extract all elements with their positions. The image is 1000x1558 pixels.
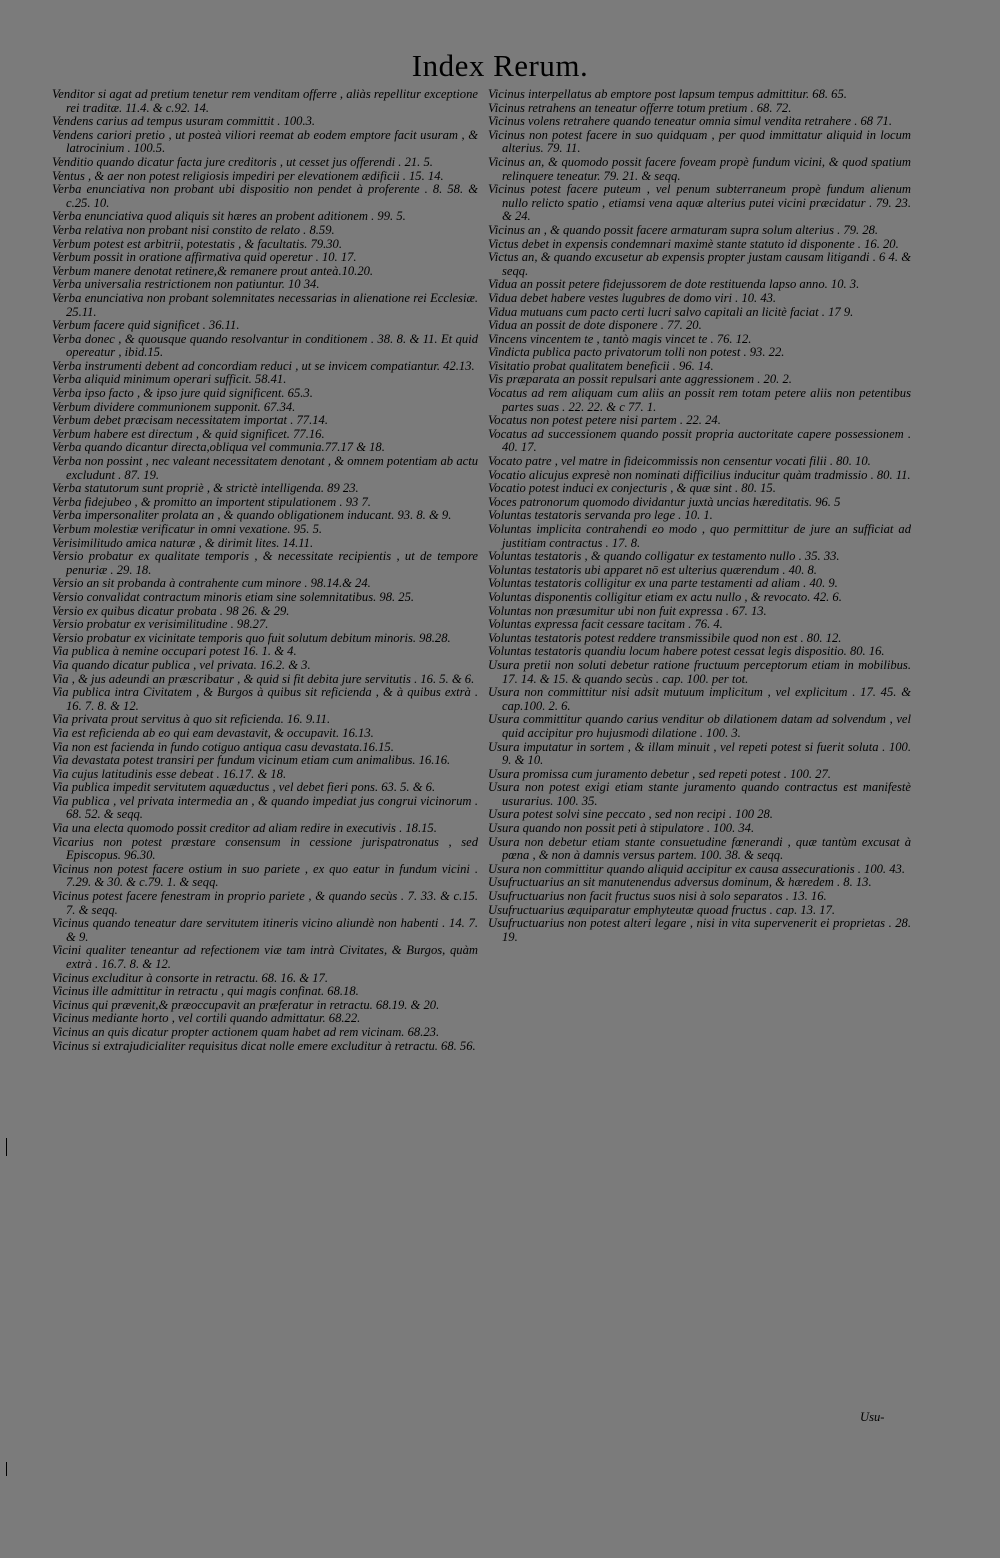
index-entry: Voluntas testatoris ubi apparet nō est ulterius quærendum . 40. 8.: [488, 562, 817, 577]
index-entry: Via quando dicatur publica , vel privata. 16.2. & 3.: [52, 657, 311, 672]
index-entry: Vidua an possit petere fidejussorem de dote restituenda lapso anno. 10. 3.: [488, 277, 860, 292]
index-entry: Verba relativa non probant nisi constito de relato . 8.59.: [52, 222, 335, 237]
index-entry: Venditor si agat ad pretium tenetur rem venditam offerre , aliàs repellitur exceptione rei traditæ. 11.4. & c.92. 14.: [52, 87, 478, 115]
index-entry: Via devastata potest transiri per fundum vicinum etiam cum animalibus. 16.16.: [52, 753, 451, 768]
index-entry: Verba instrumenti debent ad concordiam reduci , ut se invicem compatiantur. 42.13.: [52, 358, 475, 373]
index-entry: Vicinus an quis dicatur propter actionem quam habet ad rem vicinam. 68.23.: [52, 1024, 440, 1039]
index-entry: Usura quando non possit peti à stipulatore . 100. 34.: [488, 821, 755, 836]
margin-mark: [6, 1462, 7, 1476]
index-entry: Voces patronorum quomodo dividantur juxtà uncias hæreditatis. 96. 5: [488, 494, 841, 509]
index-entry: Vicinus volens retrahere quando teneatur omnia simul vendita retrahere . 68 71.: [488, 114, 892, 129]
index-entry: Voluntas non præsumitur ubi non fuit expressa . 67. 13.: [488, 603, 767, 618]
index-entry: Vicinus retrahens an teneatur offerre totum pretium . 68. 72.: [488, 100, 792, 115]
index-entry: Vicinus qui prævenit,& præoccupavit an præferatur in retractu. 68.19. & 20.: [52, 997, 440, 1012]
index-entry: Versio probatur ex vicinitate temporis quo fuit solutum debitum minoris. 98.28.: [52, 630, 451, 645]
index-entry: Verba aliquid minimum operari sufficit. 58.41.: [52, 372, 287, 387]
index-entry: Usura pretii non soluti debetur ratione fructuum perceptorum etiam in mobilibus. 17. 14. & 15. & quando secùs . cap. 100. per tot.: [488, 657, 911, 686]
index-entry: Vicinus non potest facere in suo quidquam , per quod immittatur aliquid in locum alterius. 79. 11.: [488, 127, 911, 156]
index-entry: Vocatio alicujus expresè non nominati difficilius inducitur quàm tradmissio . 80. 11.: [488, 467, 911, 482]
index-entry: Usura promissa cum juramento debetur , sed repeti potest . 100. 27.: [488, 766, 831, 781]
index-entry: Usufructuarius æquiparatur emphyteutæ quoad fructus . cap. 13. 17.: [488, 902, 836, 917]
index-entry: Vendens carius ad tempus usuram committit . 100.3.: [52, 114, 316, 129]
index-entry: Voluntas testatoris potest reddere transmissibile quod non est . 80. 12.: [488, 630, 842, 645]
index-entry: Vicinus potest facere fenestram in proprio pariete , & quando secùs . 7. 33. & c.15. 7. & seqq.: [52, 889, 478, 917]
index-entry: Verba donec , & quousque quando resolvantur in conditionem . 38. 8. & 11. Et quid opereatur , ibid.15.: [52, 331, 478, 360]
index-entry: Verba quando dicantur directa,obliqua vel communia.77.17 & 18.: [52, 440, 385, 455]
margin-mark: [6, 1138, 7, 1156]
index-entry: Vicinus an, & quomodo possit facere foveam propè fundum vicini, & quod spatium relinquere teneatur. 79. 21. & seqq.: [488, 154, 911, 183]
index-entry: Voluntas disponentis colligitur etiam ex actu nullo , & revocato. 42. 6.: [488, 589, 842, 604]
index-entry: Vocatus non potest petere nisi partem . 22. 24.: [488, 413, 721, 428]
index-entry: Vicinus quando teneatur dare servitutem itineris vicino aliundè non habenti . 14. 7. & 9.: [52, 916, 478, 944]
index-entry: Venditio quando dicatur facta jure creditoris , ut cesset jus offerendi . 21. 5.: [52, 154, 433, 169]
index-entry: Usura non debetur etiam stante consuetudine fœnerandi , quæ tantùm excusat à pœna , & non à damnis versus partem. 100. 38. & seqq.: [488, 834, 911, 863]
right-column: [488, 88, 911, 944]
index-entry: Vindicta publica pacto privatorum tolli non potest . 93. 22.: [488, 345, 785, 360]
index-entry: Via publica , vel privata intermedia an , & quando impediat jus congrui vicinorum . 68. 52. & seqq.: [52, 793, 478, 822]
index-entry: Vicinus si extrajudicialiter requisitus dicat nolle emere excluditur à retractu. 68. 56.: [52, 1038, 476, 1053]
index-entry: Vincens vincentem te , tantò magis vincet te . 76. 12.: [488, 331, 752, 346]
index-entry: Verba universalia restrictionem non patiuntur. 10 34.: [52, 277, 320, 292]
index-entry: Voluntas testatoris servanda pro lege . 10. 1.: [488, 508, 713, 523]
index-entry: Vicinus non potest facere ostium in suo pariete , ex quo eatur in fundum vicini . 7.29. & 30. & c.79. 1. & seqq.: [52, 861, 478, 890]
index-entry: Versio probatur ex qualitate temporis , & necessitate recipientis , ut de tempore penuriæ . 29. 18.: [52, 549, 478, 577]
index-entry: Via est reficienda ab eo qui eam devastavit, & occupavit. 16.13.: [52, 725, 374, 740]
index-entry: Via cujus latitudinis esse debeat . 16.17. & 18.: [52, 766, 287, 781]
index-entry: Verba enunciativa non probant solemnitates necessarias in alienatione rei Ecclesiæ. 25.11.: [52, 290, 478, 319]
index-entry: Vidua mutuans cum pacto certi lucri salvo capitali an licitè faciat . 17 9.: [488, 304, 854, 319]
index-entry: Verbum manere denotat retinere,& remanere prout anteà.10.20.: [52, 263, 374, 278]
index-entry: Vicinus ille admittitur in retractu , qui magis confinat. 68.18.: [52, 984, 359, 999]
index-entry: Verisimilitudo amica naturæ , & dirimit lites. 14.11.: [52, 535, 314, 550]
index-entry: Vicinus an , & quando possit facere armaturam supra solum alterius . 79. 28.: [488, 222, 879, 237]
index-entry: Verbum habere est directum , & quid significet. 77.16.: [52, 426, 325, 441]
index-entry: Vis præparata an possit repulsari ante aggressionem . 20. 2.: [488, 372, 792, 387]
index-entry: Via publica à nemine occupari potest 16. 1. & 4.: [52, 644, 297, 659]
index-entry: Voluntas testatoris , & quando colligatur ex testamento nullo . 35. 33.: [488, 549, 840, 564]
index-entry: Vicinus potest facere puteum , vel penum subterraneum propè fundum alienum nullo relicto spatio , etiamsi vena aquæ alterius putei vicini præcidatur . 79. 23. & 24.: [488, 182, 911, 224]
index-entry: Vidua an possit de dote disponere . 77. 20.: [488, 318, 702, 333]
index-entry: Via publica intra Civitatem , & Burgos à quibus sit reficienda , & à quibus extrà . 16. 7. 8. & 12.: [52, 685, 478, 713]
index-entry: Vicinus mediante horto , vel cortili quando admittatur. 68.22.: [52, 1011, 361, 1026]
index-entry: Usura non committitur nisi adsit mutuum implicitum , vel explicitum . 17. 45. & cap.100. 2. 6.: [488, 685, 911, 713]
index-entry: Voluntas implicita contrahendi eo modo , quo permittitur de jure an sufficiat ad justitiam contractus . 17. 8.: [488, 522, 911, 550]
index-entry: Vicarius non potest præstare consensum in cessione jurispatronatus , sed Episcopus. 96.30.: [52, 834, 478, 863]
index-entry: Voluntas expressa facit cessare tacitam . 76. 4.: [488, 617, 723, 632]
index-entry: Verbum dividere communionem supponit. 67.34.: [52, 399, 296, 414]
index-entry: Verbum possit in oratione affirmativa quid operetur . 10. 17.: [52, 250, 357, 265]
index-entry: Usura non potest exigi etiam stante juramento quando contractus est manifestè usurarius. 100. 35.: [488, 780, 911, 808]
index-entry: Vicini qualiter teneantur ad refectionem viæ tam intrà Civitates, & Burgos, quàm extrà . 16.7. 8. & 12.: [52, 943, 478, 971]
left-column: [52, 88, 478, 1053]
index-entry: Verba statutorum sunt propriè , & strictè intelligenda. 89 23.: [52, 481, 359, 496]
index-entry: Versio convalidat contractum minoris etiam sine solemnitatibus. 98. 25.: [52, 589, 415, 604]
index-entry: Voluntas testatoris colligitur ex una parte testamenti ad aliam . 40. 9.: [488, 576, 838, 591]
index-entry: Vicinus excluditur à consorte in retractu. 68. 16. & 17.: [52, 970, 328, 985]
index-entry: Verba impersonaliter prolata an , & quando obligationem inducant. 93. 8. & 9.: [52, 508, 452, 523]
catchword: Usu-: [860, 1410, 885, 1424]
index-entry: Vicinus interpellatus ab emptore post lapsum tempus admittitur. 68. 65.: [488, 87, 847, 101]
index-entry: Via una electa quomodo possit creditor ad aliam redire in executivis . 18.15.: [52, 821, 437, 836]
index-entry: Verba non possint , nec valeant necessitatem denotant , & omnem potentiam ab actu excludunt . 87. 19.: [52, 454, 478, 482]
index-entry: Victus debet in expensis condemnari maximè stante statuto id disponente . 16. 20.: [488, 236, 899, 251]
index-entry: Versio an sit probanda à contrahente cum minore . 98.14.& 24.: [52, 576, 371, 591]
index-entry: Via privata prout servitus à quo sit reficienda. 16. 9.11.: [52, 712, 331, 727]
index-entry: Usura non committitur quando aliquid accipitur ex causa assecurationis . 100. 43.: [488, 861, 905, 876]
index-entry: Victus an, & quando excusetur ab expensis propter justam causam litigandi . 6 4. & seqq.: [488, 250, 911, 278]
index-entry: Usufructuarius non facit fructus suos nisi à solo separatos . 13. 16.: [488, 889, 827, 904]
index-entry: Voluntas testatoris quandiu locum habere potest cessat legis dispositio. 80. 16.: [488, 644, 885, 659]
index-entry: Versio probatur ex verisimilitudine . 98.27.: [52, 617, 269, 632]
page-title: Index Rerum.: [411, 48, 589, 83]
index-entry: Verba enunciativa quod aliquis sit hæres an probent aditionem . 99. 5.: [52, 209, 406, 224]
index-entry: Vocato patre , vel matre in fideicommissis non censentur vocati filii . 80. 10.: [488, 454, 871, 469]
index-entry: Vocatus ad successionem quando possit propria auctoritate capere possessionem . 40. 17.: [488, 426, 911, 455]
index-entry: Verba enunciativa non probant ubi dispositio non pendet à proferente . 8. 58. & c.25. 10.: [52, 182, 478, 210]
index-entry: Via publica impedit servitutem aquæductus , vel debet fieri pons. 63. 5. & 6.: [52, 780, 436, 795]
index-entry: Vidua debet habere vestes lugubres de domo viri . 10. 43.: [488, 290, 777, 305]
index-entry: Usura potest solvi sine peccato , sed non recipi . 100 28.: [488, 807, 773, 822]
index-entry: Verbum facere quid significet . 36.11.: [52, 318, 240, 333]
index-entry: Visitatio probat qualitatem beneficii . 96. 14.: [488, 358, 714, 373]
index-entry: Verbum potest est arbitrii, potestatis , & facultatis. 79.30.: [52, 236, 343, 251]
index-entry: Usura imputatur in sortem , & illam minuit , vel repeti potest si fuerit soluta . 100. 9. & 10.: [488, 739, 911, 768]
index-entry: Verba fidejubeo , & promitto an importent stipulationem . 93 7.: [52, 494, 371, 509]
index-entry: Usufructuarius an sit manutenendus adversus dominum, & hæredem . 8. 13.: [488, 875, 872, 890]
index-entry: Vocatio potest induci ex conjecturis , & quæ sint . 80. 15.: [488, 481, 776, 496]
index-entry: Versio ex quibus dicatur probata . 98 26. & 29.: [52, 603, 290, 618]
index-entry: Via non est facienda in fundo cotiguo antiqua casu devastata.16.15.: [52, 739, 394, 754]
index-entry: Usufructuarius non potest alteri legare , nisi in vita supervenerit ei proprietas . 28. 19.: [488, 916, 911, 944]
index-entry: Verba ipso facto , & ipso jure quid significent. 65.3.: [52, 386, 313, 401]
index-entry: Verbum debet præcisam necessitatem importat . 77.14.: [52, 413, 328, 428]
index-entry: Via , & jus adeundi an præscribatur , & quid si fit debita jure servitutis . 16. 5. & 6.: [52, 671, 475, 686]
index-entry: Verbum molestiæ verificatur in omni vexatione. 95. 5.: [52, 522, 323, 536]
index-entry: Vocatus ad rem aliquam cum aliis an possit rem totam petere aliis non petentibus partes suas . 22. 22. & c 77. 1.: [488, 386, 911, 414]
index-entry: Ventus , & aer non potest religiosis impediri per elevationem ædificii . 15. 14.: [52, 168, 444, 183]
index-entry: Vendens cariori pretio , ut posteà viliori reemat ab eodem emptore facit usuram , & latrocinium . 100.5.: [52, 127, 478, 156]
index-entry: Usura committitur quando carius venditur ob dilationem datam ad solvendum , vel quid accipitur pro hujusmodi dilatione . 100. 3.: [488, 712, 911, 740]
